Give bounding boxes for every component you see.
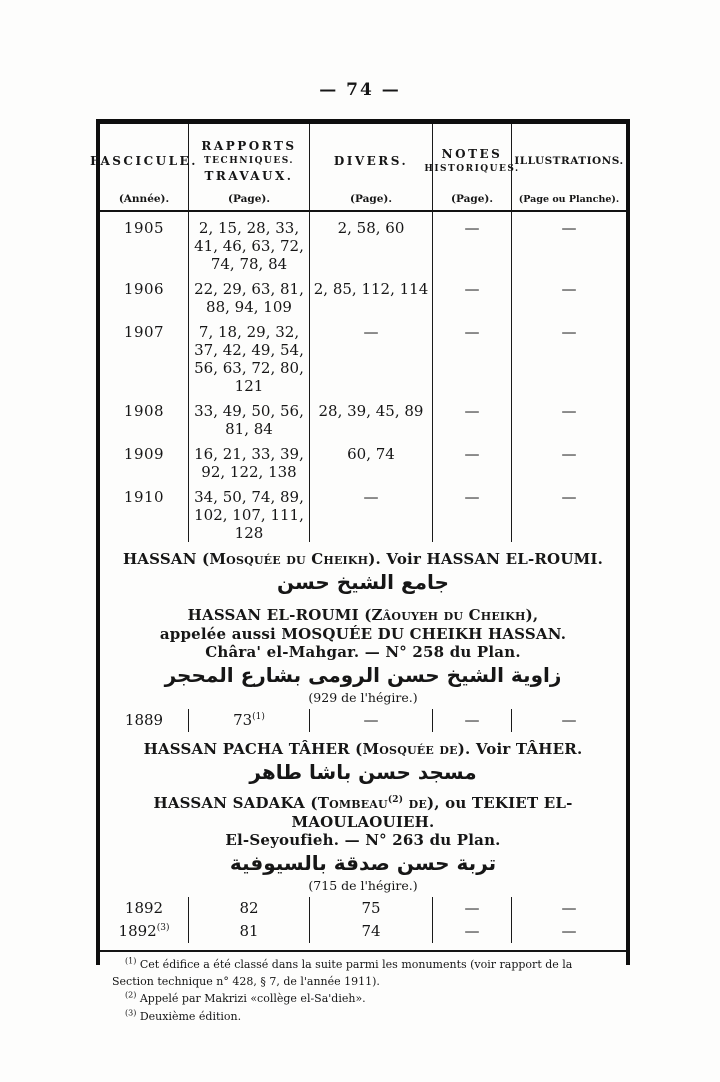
header-col-rapports [188,124,309,210]
cell-rapports: 2, 15, 28, 33, 41, 46, 63, 72, 74, 78, 84 [188,212,309,273]
entry-title-text: ), [525,605,539,624]
entry-sadaka-title [100,794,626,832]
cell-divers: 2, 85, 112, 114 [309,273,432,316]
cell-rapports: 82 [188,897,309,920]
cell-illustrations: — [511,395,626,438]
entry-el-roumi-hegire: (929 de l'hégire.) [308,690,418,705]
cell-notes: — [432,709,511,732]
entry-sadaka-arabic: تربة حسن صدقة بالسيوفية [229,851,497,875]
cell-divers: — [309,481,432,542]
cell-notes: — [432,395,511,438]
entry-pacha-taher-title [100,740,626,759]
header-col-illustrations [511,124,626,210]
entry-title-text: ). Voir TÂHER. [457,740,583,758]
cell-rapports: 16, 21, 33, 39, 92, 122, 138 [188,438,309,481]
column-title-3: TRAVAUX. [204,168,294,183]
entry-el-roumi-alias [100,625,626,644]
page-number: — 74 — [319,80,401,100]
column-title: ILLUSTRATIONS. [514,155,624,167]
cell-year: 1908 [123,402,165,420]
column-subtitle: (Page). [450,193,494,205]
cell-rapports [188,709,309,732]
cell-year: 1905 [123,219,165,237]
footnote-3 [112,1009,616,1026]
cell-divers: 74 [309,920,432,943]
cell-value: 1892 [118,922,157,940]
column-subtitle: (Année). [118,193,170,205]
entry-pacha-taher-arabic: مسجد حسن باشا طاهر [249,759,477,784]
entry-title-text: HASSAN PACHA TÂHER ( [143,740,363,758]
table-header [90,124,626,212]
cell-year: 1889 [124,711,164,729]
cell-illustrations: — [511,438,626,481]
footnote-1 [112,957,616,990]
table-body [100,212,626,542]
column-title: DIVERS. [333,153,409,168]
cell-rapports: 22, 29, 63, 81, 88, 94, 109 [188,273,309,316]
cell-rapports: 33, 49, 50, 56, 81, 84 [188,395,309,438]
column-subtitle: (Page). [349,193,393,205]
cell-divers: 2, 58, 60 [309,212,432,273]
entry-alias-name: MOSQUÉE DU CHEIKH HASSAN. [281,624,567,643]
entry-title-smallcaps: Mosquée de [362,740,458,758]
cell-notes: — [432,438,511,481]
entry-el-roumi-title [100,606,626,625]
column-title: RAPPORTS [201,138,297,153]
column-title: NOTES [441,147,503,161]
entry-el-roumi-address: Châra' el-Mahgar. — N° 258 du Plan. [205,643,521,662]
cell-value: 73 [233,711,253,729]
footnote-marker: (2) [387,794,404,805]
cell-value: 1892 [124,899,164,917]
cell-year [100,920,188,943]
entry-title-text: ). Voir HASSAN EL-ROUMI. [368,550,604,568]
cell-notes: — [432,316,511,395]
cell-divers: — [309,709,432,732]
entry-title-smallcaps: Mosquée du Cheikh [209,550,369,568]
cell-year: 1906 [123,280,165,298]
cell-year [100,897,188,920]
header-col-notes [424,124,520,210]
cell-notes: — [432,273,511,316]
column-title-2: HISTORIQUES. [424,164,520,174]
column-title: FASCICULE. [90,153,198,168]
footnote-text: Cet édifice a été classé dans la suite parmi les monuments (voir rapport de la Section technique n° 428, § 7, de l'année 1911). [112,958,573,988]
cell-year: 1910 [123,488,165,506]
entry-title-text: HASSAN EL-ROUMI ( [187,605,372,624]
entry-alias-prefix: appelée aussi [159,624,282,643]
footnote-marker: (1) [125,956,137,966]
cell-year: 1909 [123,445,165,463]
footnote-text: Deuxième édition. [136,1009,242,1023]
footnote-marker: (3) [125,1007,137,1017]
entry-title-text: ), ou TEKIET EL-MAOULAOUIEH. [291,793,573,831]
cell-rapports: 7, 18, 29, 32, 37, 42, 49, 54, 56, 63, 72, 80, 121 [188,316,309,395]
cell-illustrations: — [511,920,626,943]
cell-illustrations: — [511,316,626,395]
entry-title-smallcaps: de [403,793,427,812]
entry-sadaka-rows [100,897,626,943]
entry-el-roumi-row [100,709,626,732]
header-col-fascicule [90,124,198,210]
footnote-marker: (2) [125,990,137,1000]
entry-hassan-arabic: جامع الشيخ حسن [277,569,449,594]
entry-title-text: HASSAN SADAKA ( [153,793,318,812]
entry-title-smallcaps: Tombeau [317,793,388,812]
cell-notes: — [432,481,511,542]
cell-illustrations: — [511,273,626,316]
cell-year: 1907 [123,323,165,341]
cell-divers: 75 [309,897,432,920]
column-title-2: TECHNIQUES. [203,155,295,166]
cell-illustrations: — [511,709,626,732]
column-subtitle: (Page). [227,193,271,205]
entry-el-roumi-arabic: زاوية الشيخ حسن الرومى بشارع المحجر [164,663,562,687]
footnote-2 [112,991,616,1008]
cell-divers: 60, 74 [309,438,432,481]
entry-hassan-title [100,550,626,569]
cell-divers: 28, 39, 45, 89 [309,395,432,438]
column-subtitle: (Page ou Planche). [518,194,620,205]
footnote-text: Appelé par Makrizi «collège el-Sa'dieh». [136,992,366,1005]
entry-sadaka-address: El-Seyoufieh. — N° 263 du Plan. [225,831,501,850]
footnote-marker: (3) [156,923,170,933]
cell-rapports: 34, 50, 74, 89, 102, 107, 111, 128 [188,481,309,542]
entry-title-smallcaps: Zâouyeh du Cheikh [371,605,526,624]
cell-illustrations: — [511,481,626,542]
entry-sadaka-hegire: (715 de l'hégire.) [308,878,418,893]
cell-notes: — [432,897,511,920]
entry-title-text: HASSAN ( [122,550,210,568]
footnotes [100,952,626,1025]
index-table-frame [90,119,630,1023]
cell-divers: — [309,316,432,395]
cell-illustrations: — [511,897,626,920]
cell-rapports: 81 [188,920,309,943]
header-col-divers [309,124,432,210]
cell-notes: — [432,212,511,273]
cell-notes: — [432,920,511,943]
footnote-marker: (1) [252,712,265,722]
cell-illustrations: — [511,212,626,273]
